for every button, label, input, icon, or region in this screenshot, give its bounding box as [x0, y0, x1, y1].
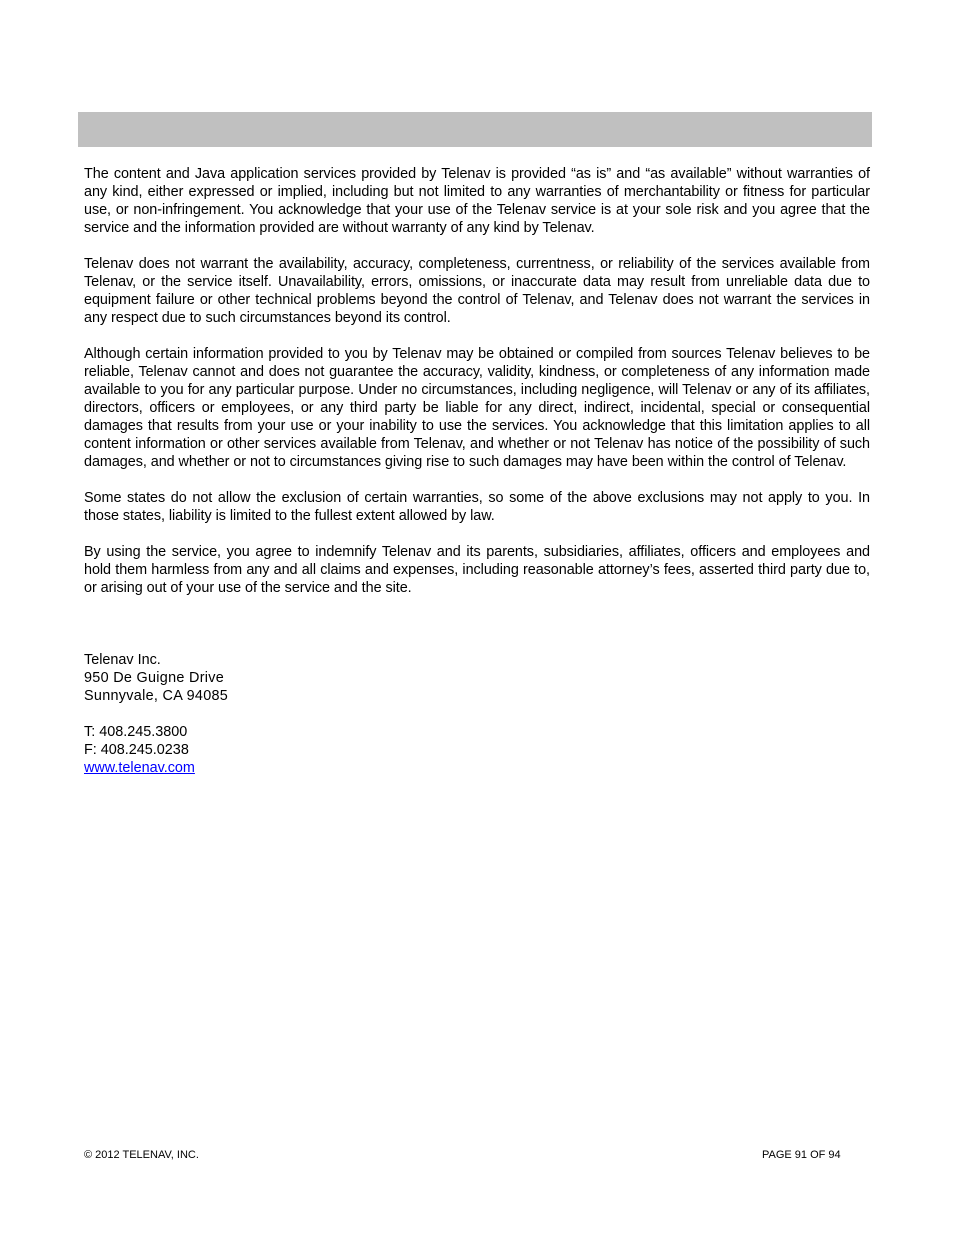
street-address: 950 De Guigne Drive [84, 670, 225, 686]
website-link[interactable]: www.telenav.com [84, 760, 195, 776]
paragraph-liability-limitation: Although certain information provided to you by Telenav may be obtained or compiled from sources Telenav believes to be reliable, Telenav cannot and does not guarantee the accuracy, validity, kindness, or completeness of any information made available to you for any particular purpose. Under no circumstances, including negligence, will Telenav or any of its affiliates, directors, officers or employees, or any third party be liable for any direct, indirect, incidental, special or consequential damages that results from your use or your inability to use the services. You acknowledge that this limitation applies to all content information or other services available from Telenav, and whether or not Telenav has notice of the possibility of such damages, and whether or not to circumstances giving rise to such damages may have been within the control of Telenav. [84, 346, 870, 470]
paragraph-state-exclusions: Some states do not allow the exclusion of certain warranties, so some of the above exclusions may not apply to you. In those states, liability is limited to the fullest extent allowed by law. [84, 490, 870, 524]
contact-block [84, 651, 484, 777]
contact-spacer [84, 705, 484, 723]
paragraph-warranty-disclaimer: The content and Java application services provided by Telenav is provided “as is” and “as available” without warranties of any kind, either expressed or implied, including but not limited to any warranties of merchantability or fitness for particular use, or non-infringement. You acknowledge that your use of the Telenav service is at your sole risk and you agree that the service and the information provided are without warranty of any kind by Telenav. [84, 166, 870, 236]
disclaimer-body [84, 165, 870, 615]
paragraph-availability: Telenav does not warrant the availability, accuracy, completeness, currentness, or reliability of the services available from Telenav, or the service itself. Unavailability, errors, omissions, or inaccurate data may result from unreliable data due to equipment failure or other technical problems beyond the control of Telenav, and Telenav does not warrant the services in any respect due to such circumstances beyond its control. [84, 256, 870, 326]
section-header-bar [78, 112, 872, 147]
company-name: Telenav Inc. [84, 652, 161, 668]
phone-number: T: 408.245.3800 [84, 724, 188, 740]
footer-copyright: © 2012 TELENAV, INC. [84, 1149, 199, 1161]
fax-number: F: 408.245.0238 [84, 742, 189, 758]
city-state-zip: Sunnyvale, CA 94085 [84, 688, 229, 704]
paragraph-indemnification: By using the service, you agree to indemnify Telenav and its parents, subsidiaries, affiliates, officers and employees and hold them harmless from any and all claims and expenses, including reasonable attorney’s fees, asserted third party due to, or arising out of your use of the service and the site. [84, 544, 870, 596]
footer-page-number: PAGE 91 OF 94 [762, 1149, 841, 1161]
